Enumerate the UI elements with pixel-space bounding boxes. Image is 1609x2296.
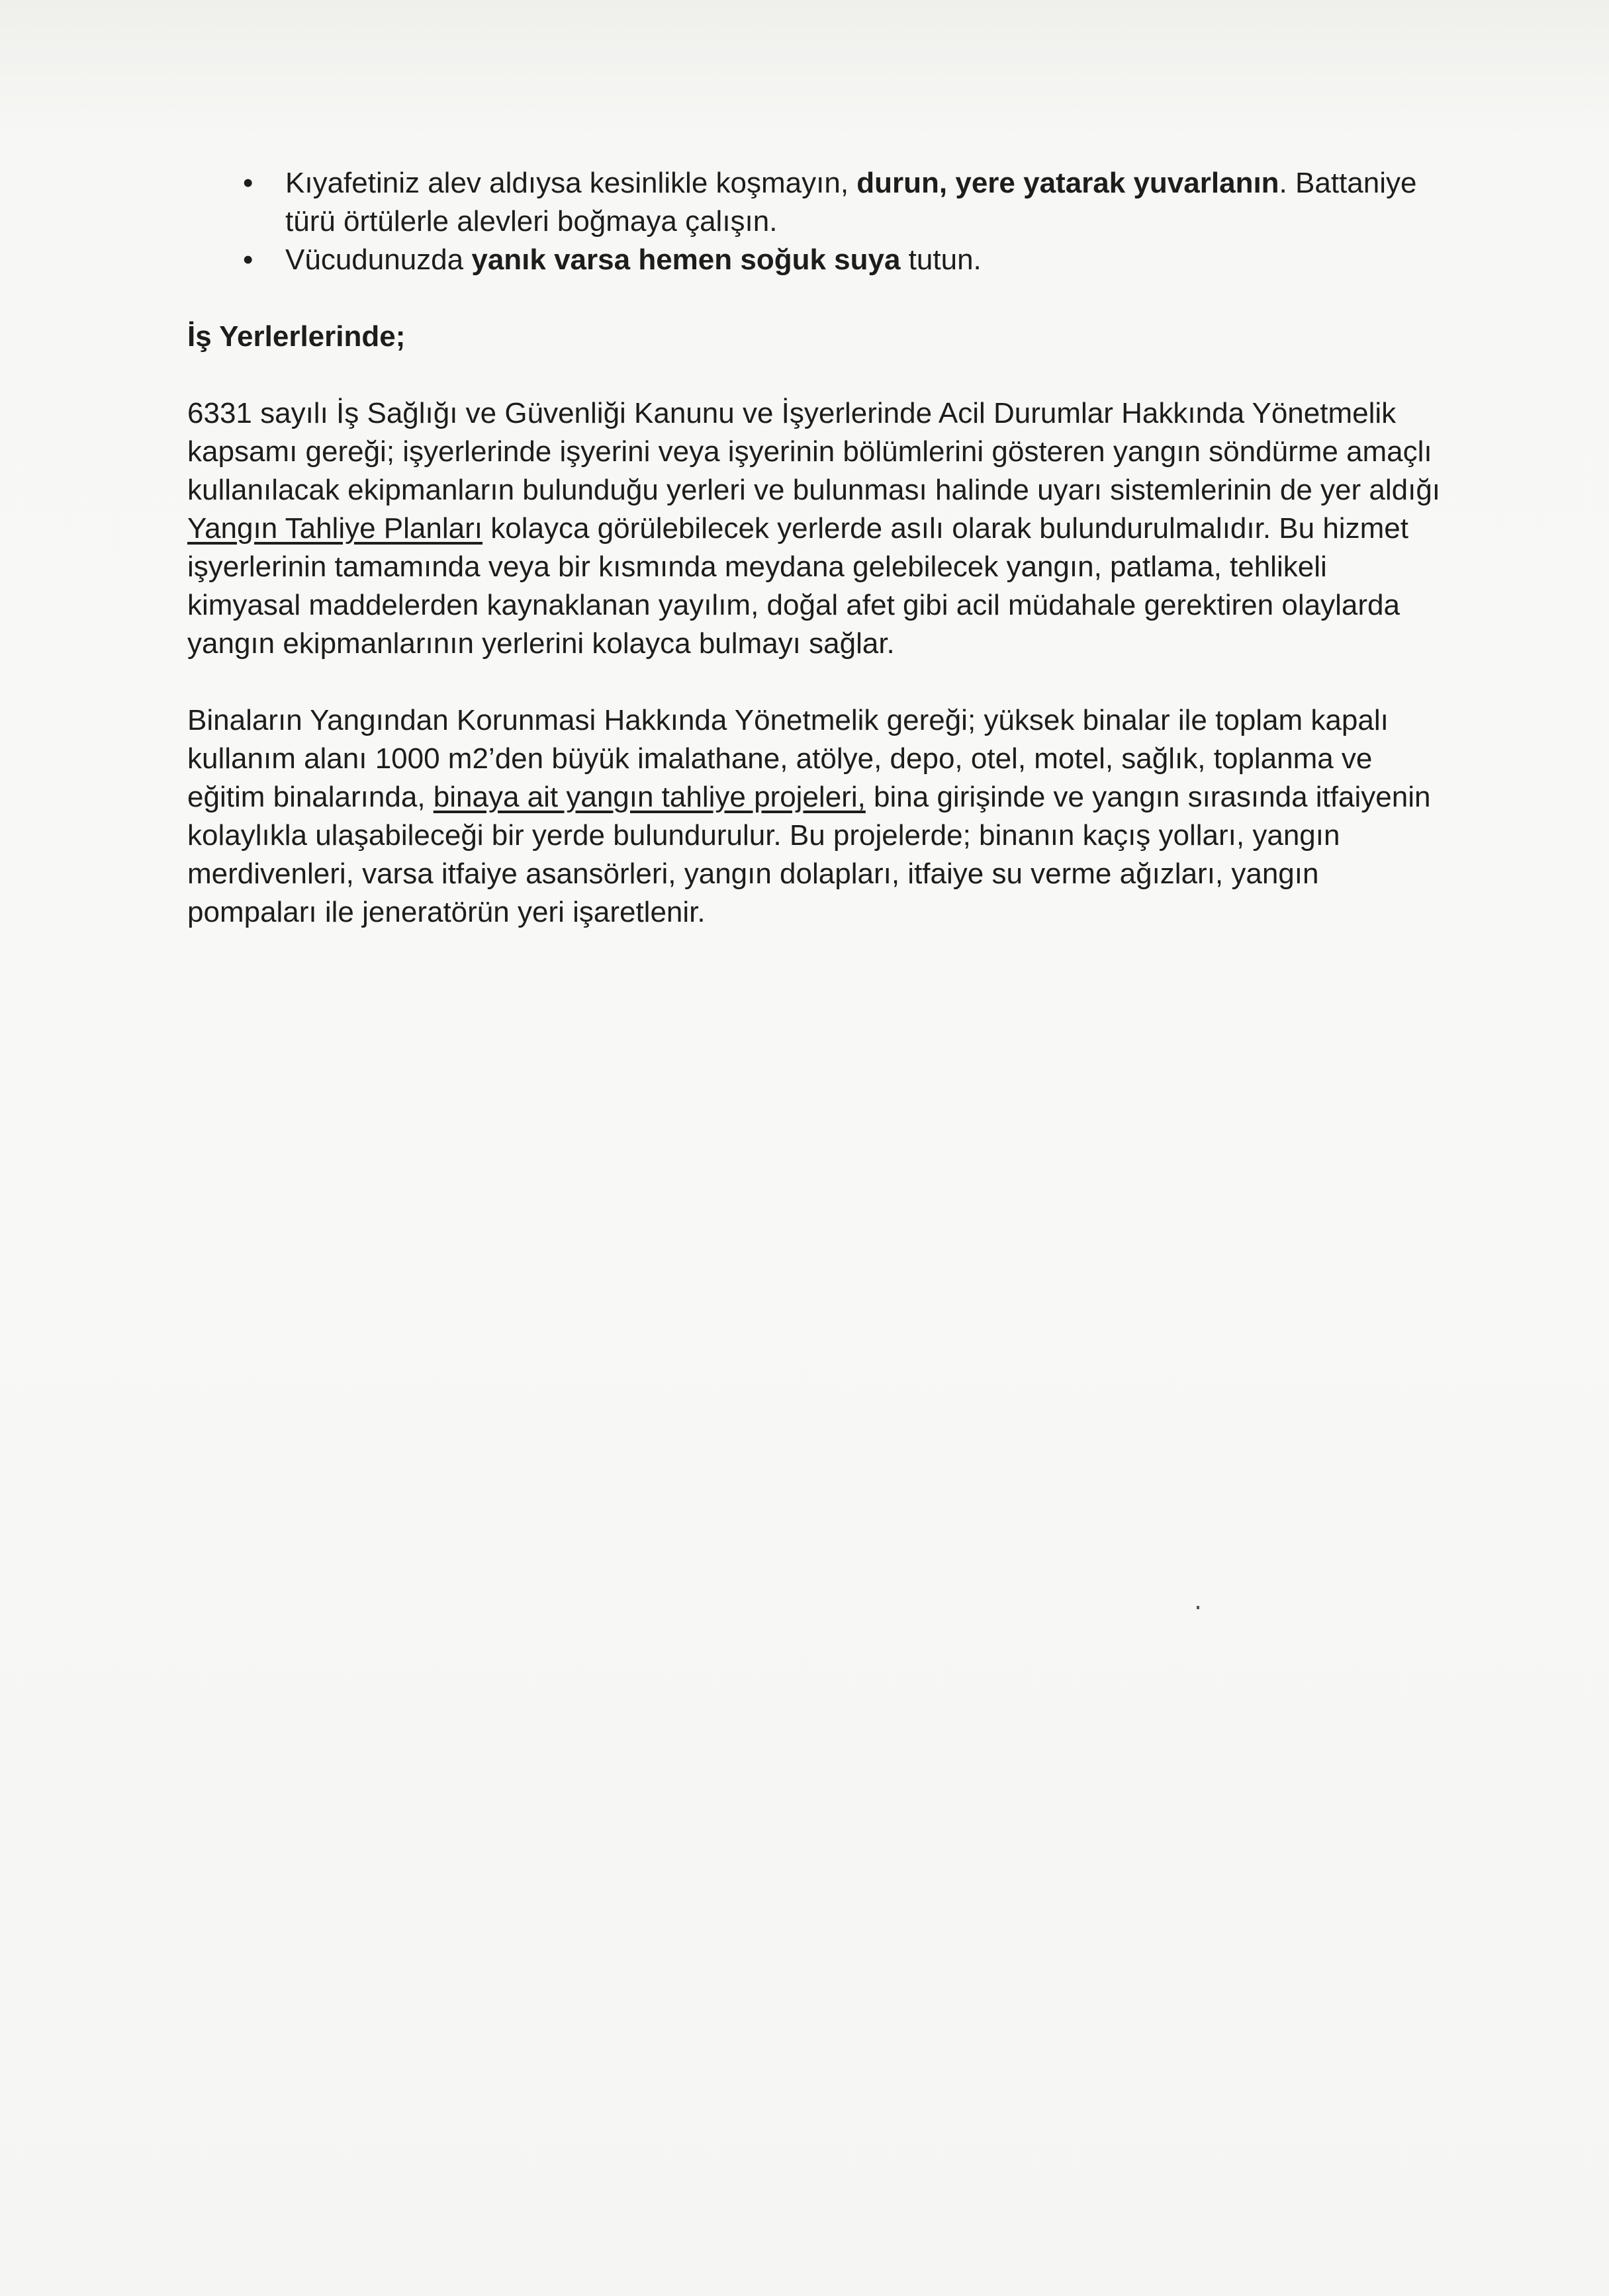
bullet-dot-icon: • (243, 243, 253, 276)
scan-speck (1197, 1606, 1199, 1609)
paragraph-text: 6331 sayılı İş Sağlığı ve Güvenliği Kanunu ve İşyerlerinde Acil Durumlar Hakkında Yönetmelik kapsamı gereği; işyerlerinde işyerini veya işyerinin bölümlerini gösteren yangın söndürme amaçlı kullanılacak ekipmanların bulunduğu yerleri ve bulunması halinde uyarı sistemlerinin de yer aldığı (187, 397, 1441, 506)
underlined-term: Yangın Tahliye Planları (187, 512, 483, 545)
bullet-item-burn (187, 241, 1445, 279)
bullet-dot-icon: • (243, 167, 253, 199)
paragraph-text: Binaların Yangından Korunmasi Hakkında Yönetmelik gereği; yüksek binalar ile toplam kapalı kullanım alanı 1000 m2’den büyük imalathane, atölye, depo, otel, motel, sağlık, toplanma ve eğitim binalarında, (187, 704, 1389, 813)
document-body (187, 164, 1445, 970)
bullet-item-clothing-fire (187, 164, 1445, 241)
section-heading: İş Yerlerlerinde; (187, 320, 406, 353)
paragraph-building-regulation (187, 701, 1445, 932)
bullet-text: . Battaniye türü örtülerle alevleri boğmaya çalışın. (285, 167, 1417, 238)
bullet-bold-text: durun, yere yatarak yuvarlanın (856, 167, 1279, 199)
paragraph-workplace-regulation (187, 394, 1445, 663)
bullet-text: tutun. (900, 243, 982, 276)
bullet-bold-text: yanık varsa hemen soğuk suya (471, 243, 901, 276)
paragraph-text: kolayca görülebilecek yerlerde asılı olarak bulundurulmalıdır. Bu hizmet işyerlerinin tamamında veya bir kısmında meydana gelebilecek yangın, patlama, tehlikeli kimyasal maddelerden kaynaklanan yayılım, doğal afet gibi acil müdahale gerektiren olaylarda yangın ekipmanlarının yerlerini kolayca bulmayı sağlar. (187, 512, 1408, 660)
safety-bullet-list (187, 164, 1445, 279)
paragraph-text: bina girişinde ve yangın sırasında itfaiyenin kolaylıkla ulaşabileceği bir yerde bulundurulur. Bu projelerde; binanın kaçış yolları, yangın merdivenleri, varsa itfaiye asansörleri, yangın dolapları, itfaiye su verme ağızları, yangın pompaları ile jeneratörün yeri işaretlenir. (187, 781, 1431, 928)
underlined-term: binaya ait yangın tahliye projeleri, (433, 781, 866, 813)
bullet-text: Vücudunuzda (285, 243, 472, 276)
bullet-text: Kıyafetiniz alev aldıysa kesinlikle koşmayın, (285, 167, 857, 199)
